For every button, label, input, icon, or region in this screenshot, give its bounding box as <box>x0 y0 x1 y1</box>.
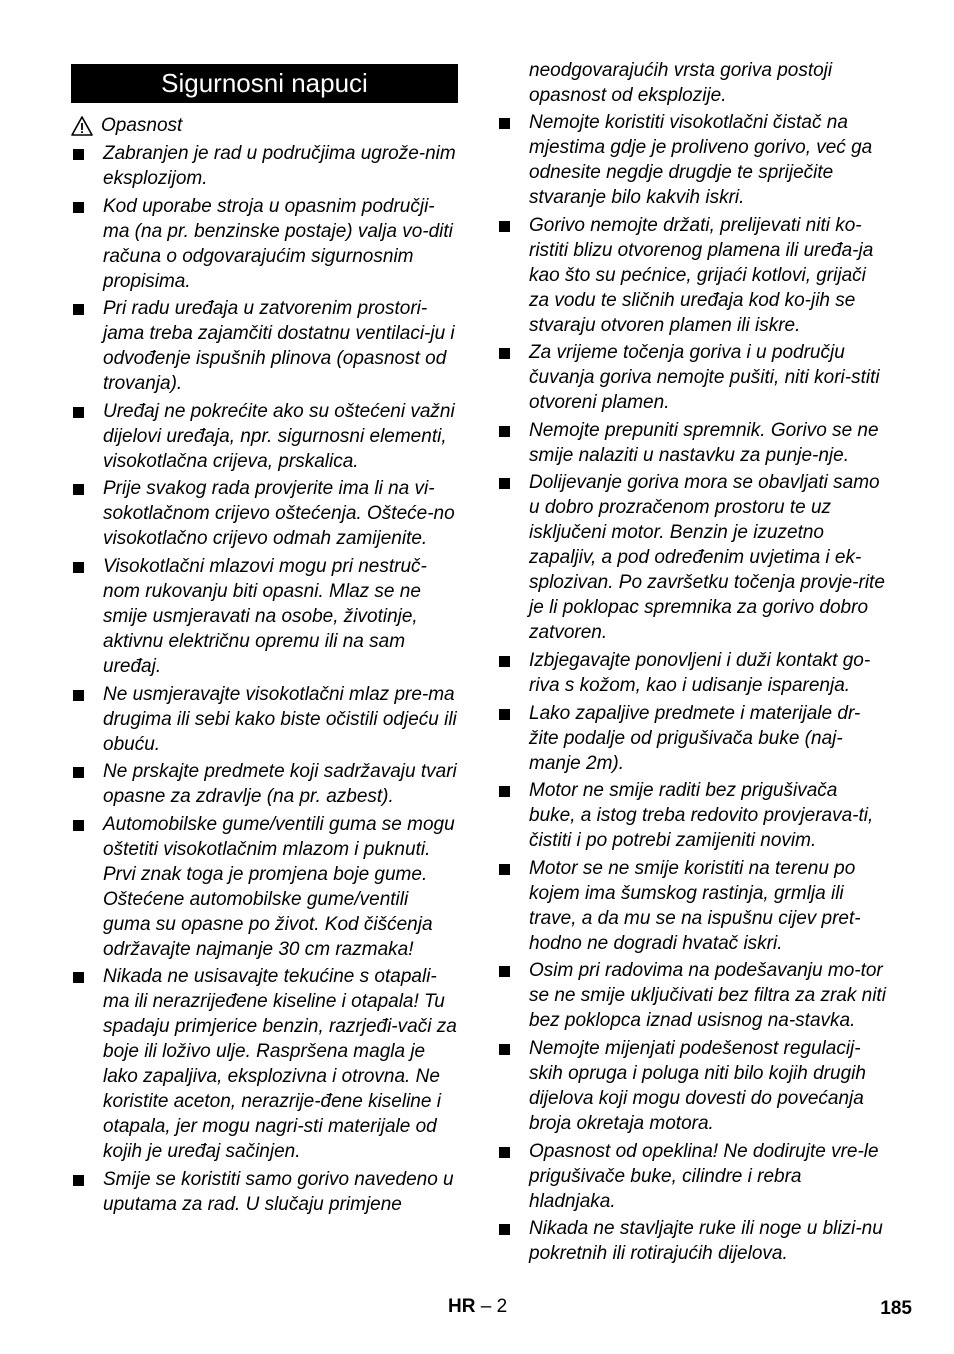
list-item-text: Osim pri radovima na podešavanju mo-tor se ne smije uključivati bez filtra za zrak niti bez poklopca iznad usisnog na-stavka. <box>529 960 886 1032</box>
list-item-text: Prije svakog rada provjerite ima li na vi-sokotlačnom crijevo oštećenja. Ošteće-no visokotlačno crijevo odmah zamijenite. <box>103 478 455 550</box>
list-item <box>71 194 459 294</box>
list-item <box>71 682 459 757</box>
list-item <box>71 964 459 1164</box>
list-item-text: Ne usmjeravajte visokotlačni mlaz pre-ma drugima ili sebi kako biste očistili odjeću ili obuću. <box>103 683 457 755</box>
list-item-text: Smije se koristiti samo gorivo navedeno u uputama za rad. U slučaju primjene <box>103 1168 454 1215</box>
list-item-text: Dolijevanje goriva mora se obavljati samo u dobro prozračenom prostoru te uz isključeni motor. Benzin je izuzetno zapaljiv, a pod određenim uvjetima i ek-splozivan. Po završetku točenja provje-rite je li poklopac spremnika za gorivo dobro zatvoren. <box>529 472 885 644</box>
square-bullet-icon <box>499 864 510 875</box>
square-bullet-icon <box>73 407 84 418</box>
square-bullet-icon <box>499 221 510 232</box>
square-bullet-icon <box>499 348 510 359</box>
list-item <box>497 648 889 698</box>
list-item-text: Nikada ne usisavajte tekućine s otapali-ma ili nerazrijeđene kiseline i otapala! Tu spadaju primjerice benzin, razrjeđi-vači za boje ili loživo ulje. Raspršena magla je lako zapaljiva, eksplozivna i otrovna. Ne koristite aceton, nerazrije-đene kiseline i otapala, jer mogu nagri-sti materijale od kojih je uređaj sačinjen. <box>103 966 457 1163</box>
list-item <box>497 1036 889 1136</box>
square-bullet-icon <box>73 690 84 701</box>
square-bullet-icon <box>73 767 84 778</box>
square-bullet-icon <box>73 149 84 160</box>
list-item-text: Nikada ne stavljajte ruke ili noge u blizi-nu pokretnih ili rotirajućih dijelova. <box>529 1218 883 1265</box>
list-item-text: Kod uporabe stroja u opasnim područji-ma (na pr. benzinske postaje) valja vo-diti računa o odgovarajućim sigurnosnim propisima. <box>103 195 453 292</box>
square-bullet-icon <box>499 1224 510 1235</box>
square-bullet-icon <box>73 820 84 831</box>
list-item <box>497 470 889 645</box>
list-item <box>71 399 459 474</box>
list-item-text: Opasnost od opeklina! Ne dodirujte vre-le prigušivače buke, cilindre i rebra hladnjaka. <box>529 1140 879 1212</box>
list-item-text: Za vrijeme točenja goriva i u području čuvanja goriva nemojte pušiti, niti kori-stiti otvoreni plamen. <box>529 342 880 414</box>
list-item <box>71 759 459 809</box>
list-item-text: Izbjegavajte ponovljeni i duži kontakt go-riva s kožom, kao i udisanje isparenja. <box>529 649 871 696</box>
list-item <box>497 418 889 468</box>
list-item-text: Motor ne smije raditi bez prigušivača buke, a istog treba redovito provjerava-ti, čistiti i po potrebi zamijeniti novim. <box>529 780 874 852</box>
footer-section-label <box>448 1296 507 1318</box>
square-bullet-icon <box>499 709 510 720</box>
list-item-text: Visokotlačni mlazovi mogu pri nestruč-nom rukovanju biti opasni. Mlaz se ne smije usmjeravati na osobe, životinje, aktivnu električnu opremu ili na sam uređaj. <box>103 555 427 677</box>
square-bullet-icon <box>73 202 84 213</box>
list-item <box>71 141 459 191</box>
list-item <box>497 1216 889 1266</box>
page-number: 185 <box>880 1298 912 1319</box>
left-safety-list <box>71 141 459 1220</box>
list-item-text: Nemojte koristiti visokotlačni čistač na mjestima gdje je proliveno gorivo, već ga odnesite negdje drugdje te spriječite stvaranje bilo kakvih iskri. <box>529 112 873 208</box>
list-item <box>71 554 459 679</box>
list-item <box>71 812 459 962</box>
list-item <box>497 856 889 956</box>
list-item <box>71 296 459 396</box>
warning-label: Opasnost <box>101 115 183 136</box>
list-item <box>71 1167 459 1217</box>
list-item <box>497 1139 889 1214</box>
list-item-text: Automobilske gume/ventili guma se mogu oštetiti visokotlačnim mlazom i puknuti. Prvi znak toga je promjena boje gume. Oštećene automobilske gume/ventili guma su opasne po život. Kod čišćenja održavajte najmanje 30 cm razmaka! <box>103 813 455 960</box>
footer-lang: HR <box>448 1296 476 1317</box>
list-item <box>71 476 459 551</box>
right-safety-list <box>497 110 889 1269</box>
square-bullet-icon <box>73 1175 84 1186</box>
list-item-text: Nemojte prepuniti spremnik. Gorivo se ne smije nalaziti u nastavku za punje-nje. <box>529 419 879 466</box>
section-title: Sigurnosni napuci <box>71 64 458 103</box>
square-bullet-icon <box>73 562 84 573</box>
warning-triangle-icon <box>71 116 93 136</box>
square-bullet-icon <box>499 1044 510 1055</box>
right-continuation-text: neodgovarajućih vrsta goriva postoji opasnost od eksplozije. <box>529 60 833 106</box>
list-item-text: Lako zapaljive predmete i materijale dr-žite podalje od prigušivača buke (naj-manje 2m). <box>529 702 861 774</box>
list-item <box>497 778 889 853</box>
list-item-text: Pri radu uređaja u zatvorenim prostori-jama treba zajamčiti dostatnu ventilaci-ju i odvođenje ispušnih plinova (opasnost od trovanja). <box>103 298 455 395</box>
square-bullet-icon <box>73 304 84 315</box>
square-bullet-icon <box>499 786 510 797</box>
list-item-text: Gorivo nemojte držati, prelijevati niti ko-ristiti blizu otvorenog plamena ili uređa-ja kao što su pećnice, grijaći kotlovi, grijači za vodu te sličnih uređaja kod ko-jih se stvaraju otvoren plamen ili iskre. <box>529 214 874 336</box>
square-bullet-icon <box>499 426 510 437</box>
square-bullet-icon <box>499 118 510 129</box>
list-item-text: Ne prskajte predmete koji sadržavaju tvari opasne za zdravlje (na pr. azbest). <box>103 761 457 808</box>
list-item-text: Zabranjen je rad u područjima ugrože-nim eksplozijom. <box>103 143 456 189</box>
footer-separator: – 2 <box>475 1296 508 1317</box>
square-bullet-icon <box>73 972 84 983</box>
list-item-text: Motor se ne smije koristiti na terenu po kojem ima šumskog rastinja, grmlja ili trave, a da mu se na ispušnu cijev pret-hodno ne dogradi hvatač iskri. <box>529 857 861 954</box>
list-item <box>497 958 889 1033</box>
square-bullet-icon <box>499 1147 510 1158</box>
square-bullet-icon <box>73 484 84 495</box>
warning-heading <box>71 113 182 138</box>
square-bullet-icon <box>499 656 510 667</box>
list-item <box>497 701 889 776</box>
list-item <box>497 213 889 338</box>
list-item <box>497 340 889 415</box>
list-item-text: Uređaj ne pokrećite ako su oštećeni važni dijelovi uređaja, npr. sigurnosni elementi, visokotlačna crijeva, prskalica. <box>103 400 455 472</box>
list-item-text: Nemojte mijenjati podešenost regulacij-skih opruga i poluga niti bilo kojih drugih dijelova koji mogu dovesti do povećanja broja okretaja motora. <box>529 1037 866 1134</box>
square-bullet-icon <box>499 478 510 489</box>
square-bullet-icon <box>499 966 510 977</box>
list-item <box>497 110 889 210</box>
